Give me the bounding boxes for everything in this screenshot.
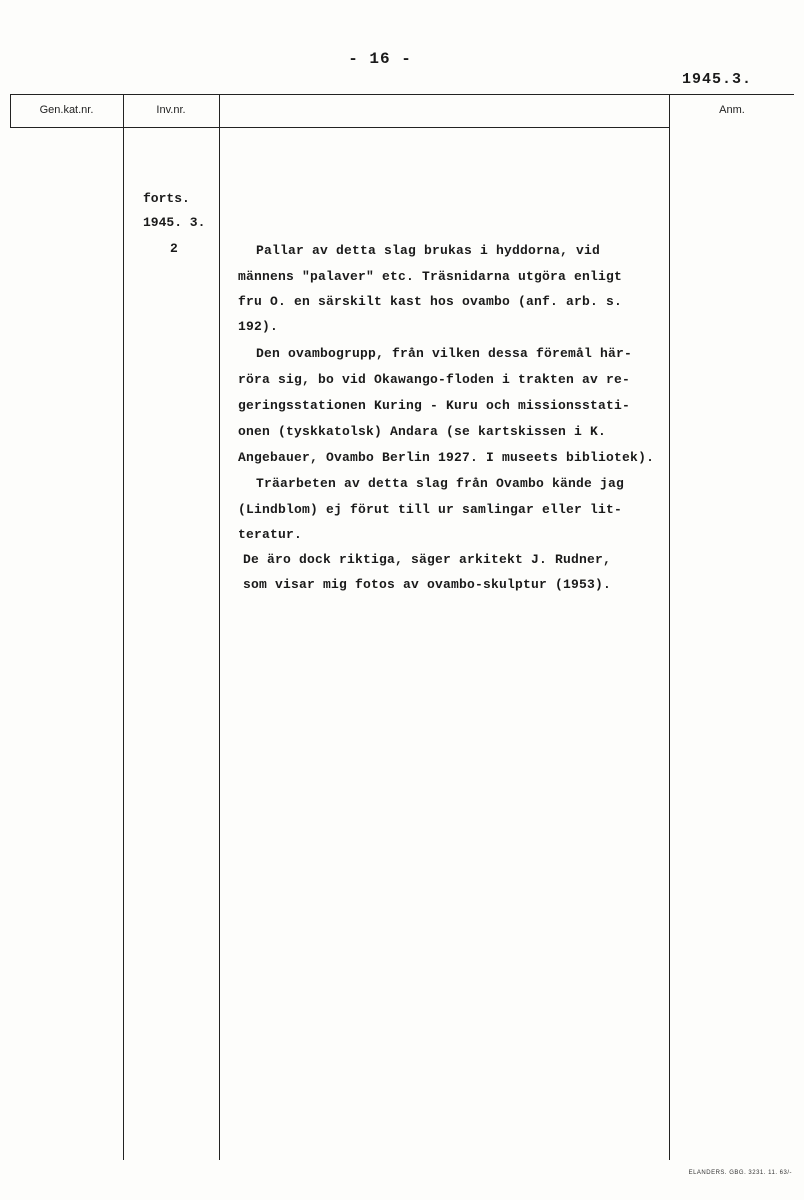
text-line: Träarbeten av detta slag från Ovambo kände jag: [256, 476, 625, 491]
text-line: geringsstationen Kuring - Kuru och missionsstati-: [238, 398, 631, 413]
column-divider-3: [669, 94, 670, 1160]
inv-forts: forts.: [143, 191, 190, 206]
text-line: onen (tyskkatolsk) Andara (se kartskissen i K.: [238, 424, 607, 439]
text-line: Den ovambogrupp, från vilken dessa föremål här-: [256, 346, 633, 361]
header-gen-kat-nr: Gen.kat.nr.: [39, 104, 94, 116]
printer-imprint: ELANDERS. GBG. 3231. 11. 63/-: [688, 1170, 792, 1176]
text-line: Angebauer, Ovambo Berlin 1927. I museets bibliotek).: [238, 450, 655, 465]
text-line: som visar mig fotos av ovambo-skulptur (1953).: [243, 577, 612, 592]
page-number: - 16 -: [348, 50, 412, 68]
header-inv-nr: Inv.nr.: [156, 104, 186, 116]
text-line: De äro dock riktiga, säger arkitekt J. Rudner,: [243, 552, 612, 567]
text-line: röra sig, bo vid Okawango-floden i trakten av re-: [238, 372, 631, 387]
table-top-rule-right: [670, 94, 794, 95]
header-anm: Anm.: [719, 104, 745, 116]
inv-number: 1945. 3.: [143, 215, 206, 230]
text-line: fru O. en särskilt kast hos ovambo (anf. arb. s.: [238, 294, 623, 309]
column-divider-2: [219, 94, 220, 1160]
text-line: männens "palaver" etc. Träsnidarna utgöra enligt: [238, 269, 623, 284]
column-divider-1: [123, 94, 124, 1160]
text-line: (Lindblom) ej förut till ur samlingar eller lit-: [238, 502, 623, 517]
text-line: Pallar av detta slag brukas i hyddorna, vid: [256, 243, 601, 258]
catalog-year: 1945.3.: [681, 71, 752, 88]
inv-item-number: 2: [170, 241, 178, 256]
text-line: teratur.: [238, 527, 303, 542]
text-line: 192).: [238, 319, 279, 334]
table-header-rule: [10, 127, 670, 128]
table-top-rule: [10, 94, 670, 95]
